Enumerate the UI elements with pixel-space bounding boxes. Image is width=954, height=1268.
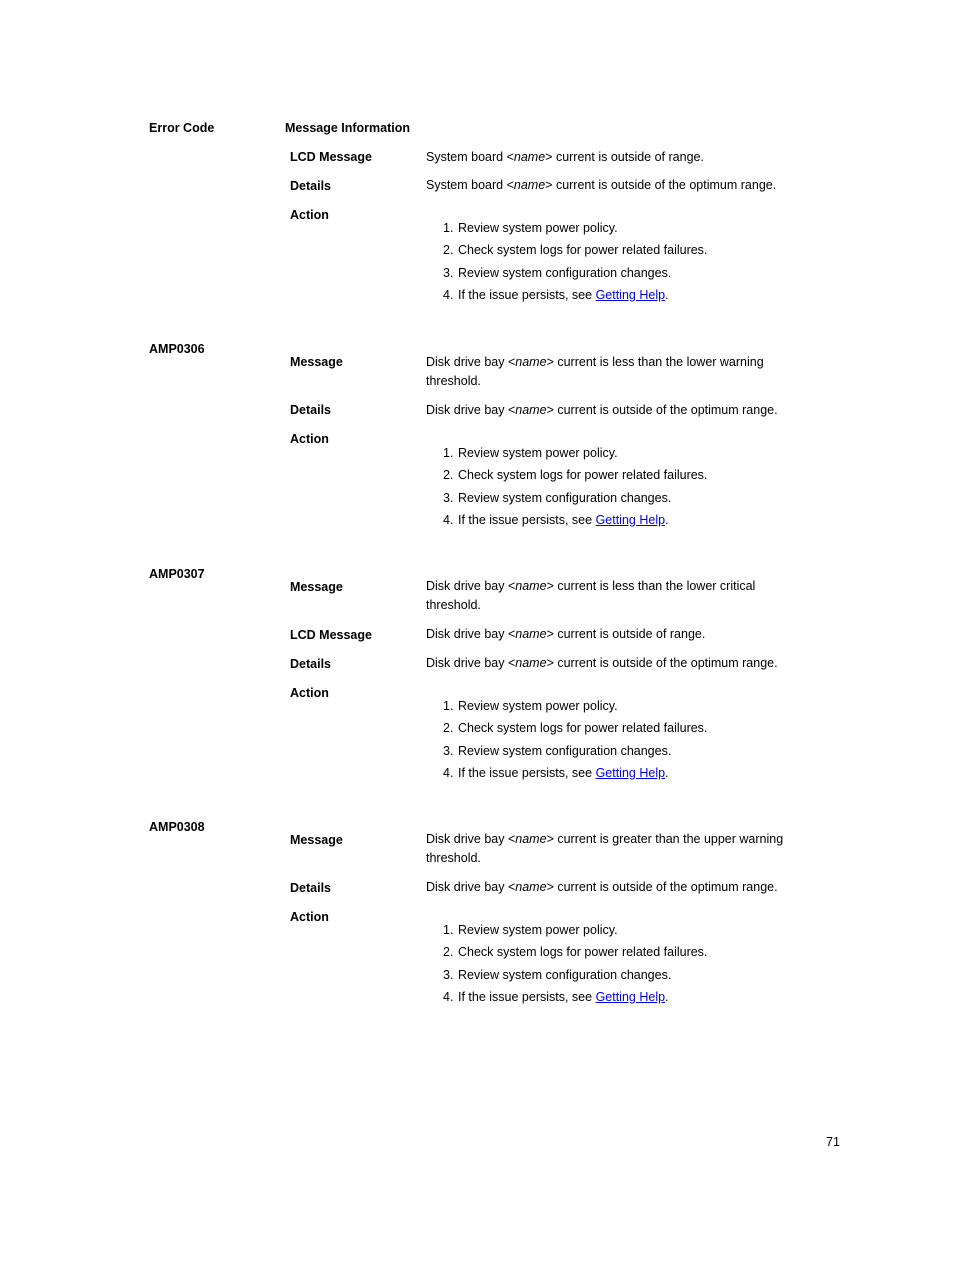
label-details: Details [290,657,331,671]
action-step: 3. Review system configuration changes. [443,743,672,758]
label-action: Action [290,432,329,446]
action-step: 3. Review system configuration changes. [443,490,672,505]
action-step: 4. If the issue persists, see Getting Help. [443,765,669,780]
action-step: 4. If the issue persists, see Getting Help. [443,287,669,302]
action-step: 3. Review system configuration changes. [443,967,672,982]
details-text: Disk drive bay <name> current is outside of the optimum range. [426,880,778,894]
lcd-message-text: System board <name> current is outside of range. [426,150,704,164]
message-text: Disk drive bay <name> current is less than the lower warning threshold. [426,355,764,388]
action-step: 3. Review system configuration changes. [443,265,672,280]
label-action: Action [290,910,329,924]
action-steps [443,444,707,533]
message-text: Disk drive bay <name> current is less than the lower critical threshold. [426,579,756,612]
details-text: Disk drive bay <name> current is outside of the optimum range. [426,403,778,417]
label-message: Message [290,580,343,594]
action-step: 1. Review system power policy. [443,446,618,460]
label-message: Message [290,833,343,847]
action-step: 1. Review system power policy. [443,923,618,937]
message-text: Disk drive bay <name> current is greater than the upper warning threshold. [426,832,784,865]
getting-help-link[interactable]: Getting Help [595,765,666,780]
getting-help-link[interactable]: Getting Help [595,512,666,527]
action-step: 1. Review system power policy. [443,221,618,235]
label-action: Action [290,208,329,222]
action-step: 2. Check system logs for power related failures. [443,721,708,736]
column-header-message-information: Message Information [285,121,411,135]
getting-help-link[interactable]: Getting Help [595,989,666,1004]
details-text: Disk drive bay <name> current is outside of the optimum range. [426,656,778,670]
details-text: System board <name> current is outside of the optimum range. [426,178,777,192]
error-code: AMP0308 [149,820,205,834]
label-lcd-message: LCD Message [290,150,372,164]
lcd-message-text: Disk drive bay <name> current is outside of range. [426,627,706,641]
action-steps [443,697,707,786]
action-step: 4. If the issue persists, see Getting Help. [443,989,669,1004]
label-details: Details [290,179,331,193]
page-number: 71 [826,1135,840,1149]
column-header-error-code: Error Code [149,121,215,135]
action-steps [443,219,707,308]
action-step: 2. Check system logs for power related failures. [443,243,708,258]
label-action: Action [290,686,329,700]
action-step: 2. Check system logs for power related failures. [443,468,708,483]
error-code: AMP0306 [149,342,205,356]
getting-help-link[interactable]: Getting Help [595,287,666,302]
label-message: Message [290,355,343,369]
action-step: 2. Check system logs for power related failures. [443,945,708,960]
action-steps [443,921,707,1010]
action-step: 1. Review system power policy. [443,699,618,713]
label-details: Details [290,403,331,417]
error-code: AMP0307 [149,567,205,581]
label-lcd-message: LCD Message [290,628,372,642]
label-details: Details [290,881,331,895]
action-step: 4. If the issue persists, see Getting Help. [443,512,669,527]
